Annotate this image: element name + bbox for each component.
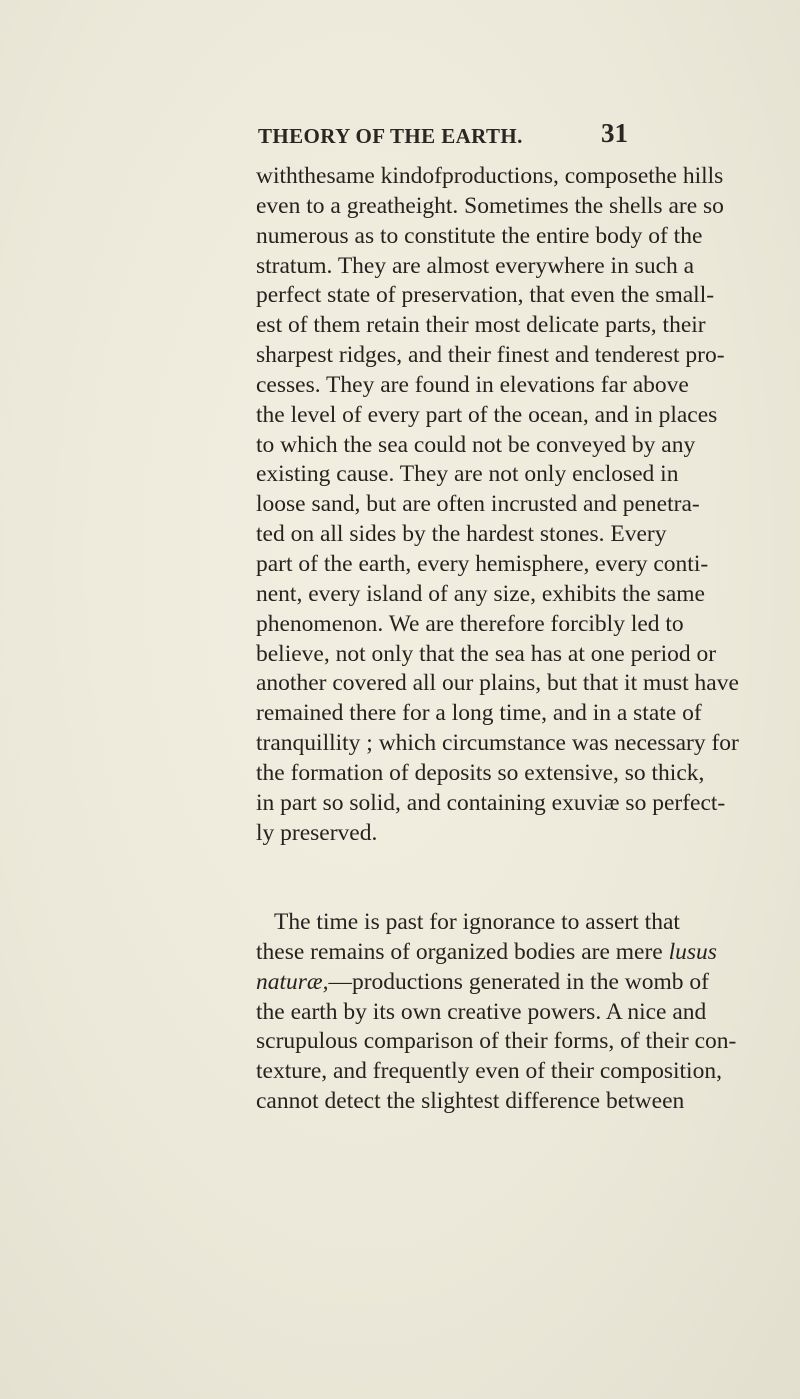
text-line: existing cause. They are not only enclosed in	[256, 461, 679, 488]
text-line: stratum. They are almost everywhere in such a	[256, 252, 695, 279]
running-head: THEORY OF THE EARTH.	[258, 124, 523, 148]
text-segment: —productions generated in the womb of	[328, 968, 709, 995]
text-line: texture, and frequently even of their composition,	[256, 1058, 722, 1085]
latin-term: lusus	[668, 938, 717, 965]
text-line: sharpest ridges, and their finest and tenderest pro-	[256, 342, 725, 369]
paragraph-1	[256, 162, 739, 848]
paragraph-2	[256, 908, 737, 1117]
text-line: phenomenon. We are therefore forcibly led to	[256, 610, 684, 637]
text-line: ted on all sides by the hardest stones. Every	[256, 521, 667, 548]
text-line: part of the earth, every hemisphere, every conti-	[256, 550, 709, 577]
text-line: numerous as to constitute the entire body of the	[256, 222, 703, 249]
page-number: 31	[601, 118, 628, 148]
text-line: tranquillity ; which circumstance was necessary for	[256, 730, 739, 757]
text-line: ly preserved.	[256, 819, 378, 846]
text-line: the level of every part of the ocean, and in places	[256, 401, 718, 428]
text-line	[256, 968, 709, 998]
text-line: perfect state of preservation, that even the small-	[256, 282, 715, 309]
latin-term: naturæ,	[256, 968, 329, 995]
text-line: the earth by its own creative powers. A nice and	[256, 998, 707, 1025]
text-line: cesses. They are found in elevations far above	[256, 371, 689, 398]
paragraph-break	[256, 848, 636, 908]
text-line: loose sand, but are often incrusted and penetra-	[256, 491, 700, 518]
text-line: nent, every island of any size, exhibits the same	[256, 580, 705, 607]
text-line: cannot detect the slightest difference between	[256, 1088, 685, 1115]
text-line: the formation of deposits so extensive, so thick,	[256, 759, 705, 786]
text-line: another covered all our plains, but that it must have	[256, 670, 739, 697]
text-line	[256, 938, 717, 968]
page-header	[258, 118, 628, 158]
text-segment: these remains of organized bodies are mere	[256, 938, 669, 965]
text-line: est of them retain their most delicate parts, their	[256, 312, 706, 339]
text-line: scrupulous comparison of their forms, of their con-	[256, 1028, 737, 1055]
text-line: The time is past for ignorance to assert that	[274, 909, 680, 936]
text-line: believe, not only that the sea has at one period or	[256, 640, 717, 667]
text-line: even to a greatheight. Sometimes the shells are so	[256, 192, 724, 219]
body-text	[256, 162, 739, 1117]
text-line: in part so solid, and containing exuviæ so perfect-	[256, 789, 726, 816]
text-line: withthesame kindofproductions, composethe hills	[256, 163, 724, 189]
text-line: to which the sea could not be conveyed by any	[256, 431, 696, 458]
text-line: remained there for a long time, and in a state of	[256, 700, 702, 727]
